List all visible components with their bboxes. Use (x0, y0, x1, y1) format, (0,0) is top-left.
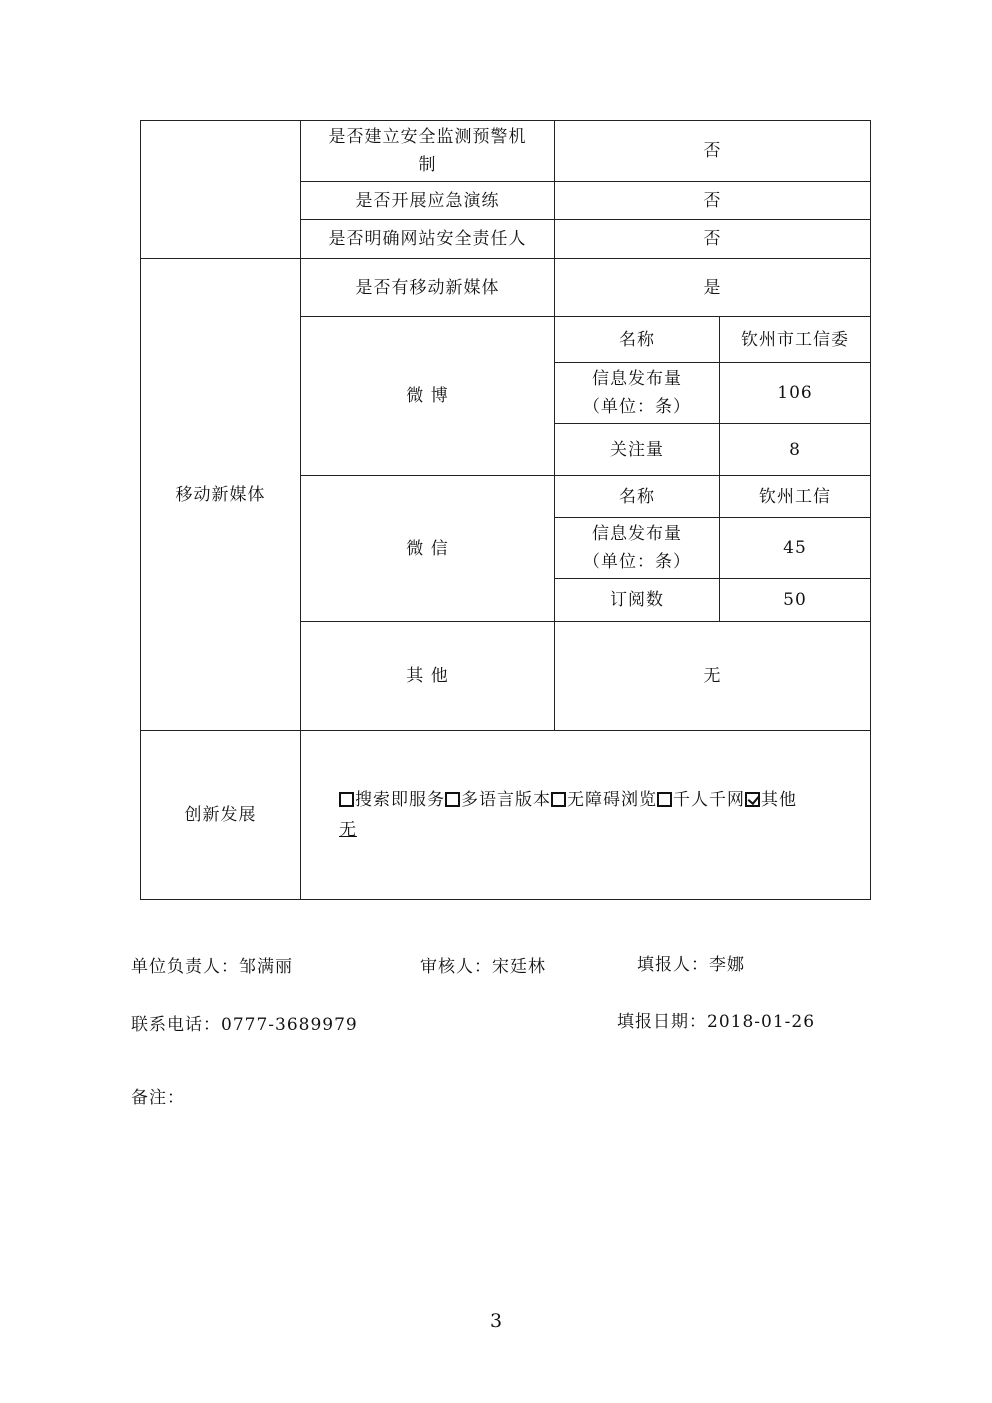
responsible-label: 是否明确网站安全责任人 (301, 220, 555, 259)
weibo-followers-label: 关注量 (555, 424, 720, 476)
innovation-other-text: 无 (339, 820, 357, 840)
wechat-subscribers-label: 订阅数 (555, 579, 720, 622)
innovation-options (339, 785, 866, 815)
checkbox-icon (445, 792, 460, 807)
wechat-posts-title: 信息发布量 (592, 524, 682, 544)
innovation-label: 创新发展 (141, 731, 301, 900)
has-mobile-value: 是 (555, 259, 871, 317)
wechat-name-label: 名称 (555, 476, 720, 518)
option-search-service[interactable]: 搜索即服务 (339, 790, 445, 810)
other-label: 其 他 (301, 622, 555, 731)
weibo-followers-value: 8 (720, 424, 871, 476)
option-accessibility[interactable]: 无障碍浏览 (551, 790, 657, 810)
option-multilingual[interactable]: 多语言版本 (445, 790, 551, 810)
other-value: 无 (555, 622, 871, 731)
reviewer: 审核人：宋廷林 (420, 957, 546, 977)
innovation-options-cell (301, 731, 871, 900)
monitoring-value: 否 (555, 121, 871, 182)
wechat-posts-unit: （单位：条） (583, 552, 691, 572)
security-section-cell (141, 121, 301, 259)
contact-phone: 联系电话：0777-3689979 (131, 1015, 358, 1035)
innovation-other-line (339, 815, 866, 845)
option-personalized-web[interactable]: 千人千网 (657, 790, 745, 810)
checkbox-icon (339, 792, 354, 807)
page-number: 3 (489, 1310, 503, 1332)
fill-date: 填报日期：2018-01-26 (617, 1012, 816, 1032)
checkbox-checked-icon (745, 792, 760, 807)
responsible-value: 否 (555, 220, 871, 259)
weibo-label: 微 博 (301, 317, 555, 476)
wechat-subscribers-value: 50 (720, 579, 871, 622)
weibo-name-label: 名称 (555, 317, 720, 363)
mobile-section-label: 移动新媒体 (141, 259, 301, 731)
monitoring-label: 是否建立安全监测预警机制 (301, 121, 555, 182)
checkbox-icon (551, 792, 566, 807)
weibo-posts-title: 信息发布量 (592, 369, 682, 389)
wechat-posts-label (555, 518, 720, 579)
weibo-posts-value: 106 (720, 363, 871, 424)
report-table (140, 120, 871, 900)
drill-label: 是否开展应急演练 (301, 182, 555, 220)
checkbox-icon (657, 792, 672, 807)
wechat-name-value: 钦州工信 (720, 476, 871, 518)
weibo-posts-label (555, 363, 720, 424)
wechat-label: 微 信 (301, 476, 555, 622)
has-mobile-label: 是否有移动新媒体 (301, 259, 555, 317)
weibo-posts-unit: （单位：条） (583, 397, 691, 417)
remarks: 备注： (131, 1088, 185, 1108)
unit-head: 单位负责人：邹满丽 (131, 957, 293, 977)
option-other[interactable]: 其他 (745, 790, 797, 810)
filler: 填报人：李娜 (637, 955, 745, 975)
wechat-posts-value: 45 (720, 518, 871, 579)
weibo-name-value: 钦州市工信委 (720, 317, 871, 363)
drill-value: 否 (555, 182, 871, 220)
